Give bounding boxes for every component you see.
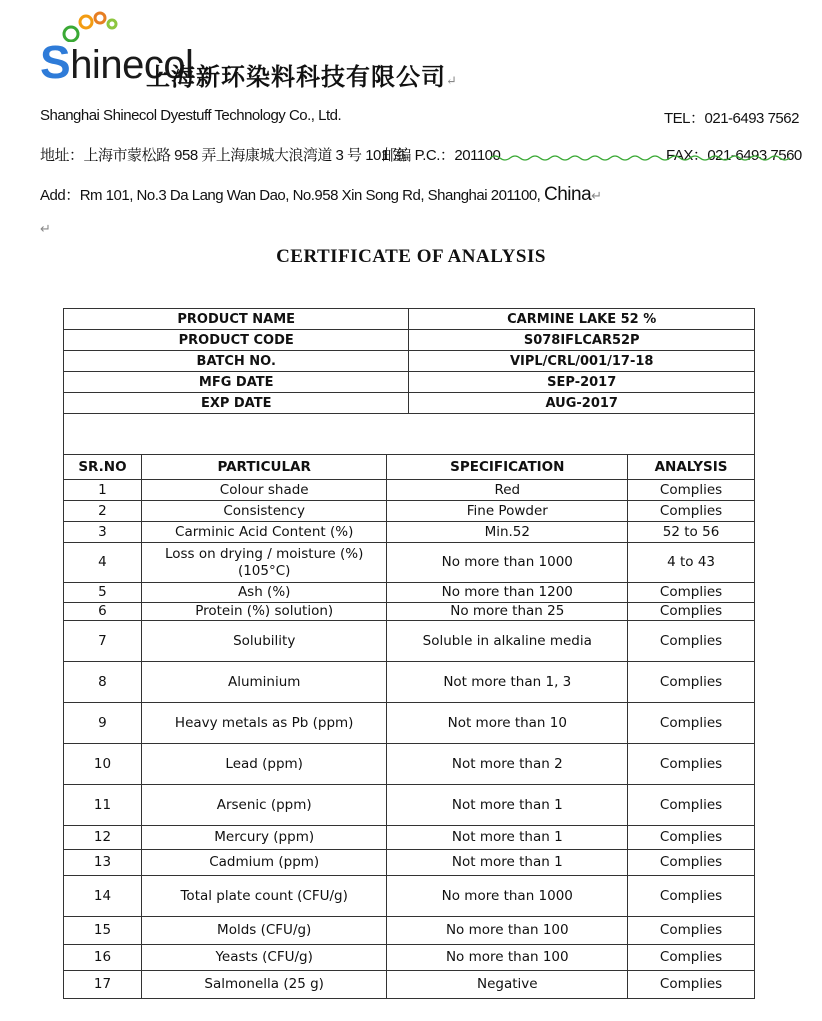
logo-dot-orange [95,13,105,23]
table-row [64,850,755,876]
cell-analysis: Complies [628,945,755,971]
certificate-title: CERTIFICATE OF ANALYSIS [276,246,546,267]
table-row [64,971,755,999]
product-info-row [64,393,755,414]
cell-sr-no: 13 [64,850,142,876]
cell-analysis: Complies [628,603,755,621]
cell-analysis: Complies [628,850,755,876]
table-row [64,744,755,785]
cell-particular: Yeasts (CFU/g) [141,945,387,971]
table-row [64,785,755,826]
product-info-label: PRODUCT CODE [64,330,409,351]
company-name-chinese: 上海新环染料科技有限公司↵ [146,62,458,91]
cell-sr-no: 14 [64,876,142,917]
header-analysis: ANALYSIS [628,455,755,480]
cell-analysis: Complies [628,876,755,917]
cell-particular: Carminic Acid Content (%) [141,522,387,543]
cell-analysis: Complies [628,480,755,501]
brand-logo-text: Shinecol [40,36,194,88]
table-row [64,480,755,501]
table-row [64,703,755,744]
cell-specification: Not more than 1, 3 [387,662,628,703]
table-row [64,501,755,522]
cell-sr-no: 12 [64,826,142,850]
product-info-value: SEP-2017 [409,372,755,393]
cell-sr-no: 16 [64,945,142,971]
cell-analysis: 4 to 43 [628,543,755,583]
table-row [64,662,755,703]
cell-sr-no: 8 [64,662,142,703]
product-info-label: MFG DATE [64,372,409,393]
table-row [64,621,755,662]
product-info-label: EXP DATE [64,393,409,414]
cell-specification: Not more than 1 [387,785,628,826]
cell-sr-no: 10 [64,744,142,785]
address-chinese: 地址：上海市蒙松路 958 弄上海康城大浪湾道 3 号 101 室 [40,147,407,164]
product-info-value: CARMINE LAKE 52 % [409,309,755,330]
cell-analysis: Complies [628,785,755,826]
cell-specification: Not more than 1 [387,850,628,876]
cell-specification: Not more than 1 [387,826,628,850]
product-info-label: PRODUCT NAME [64,309,409,330]
analysis-header-row [64,455,755,480]
cell-analysis: Complies [628,744,755,785]
product-info-value: VIPL/CRL/001/17-18 [409,351,755,372]
table-row [64,543,755,583]
cell-particular: Cadmium (ppm) [141,850,387,876]
header-specification: SPECIFICATION [387,455,628,480]
cell-particular: Protein (%) solution) [141,603,387,621]
cell-particular: Total plate count (CFU/g) [141,876,387,917]
cell-particular: Solubility [141,621,387,662]
product-info-row [64,351,755,372]
cell-analysis: Complies [628,971,755,999]
cell-sr-no: 2 [64,501,142,522]
cell-specification: Min.52 [387,522,628,543]
cell-analysis: 52 to 56 [628,522,755,543]
product-info-value: AUG-2017 [409,393,755,414]
company-logo-dots [62,8,122,42]
cell-particular: Lead (ppm) [141,744,387,785]
table-spacer [63,412,755,454]
cell-particular: Heavy metals as Pb (ppm) [141,703,387,744]
logo-dot-lime [108,20,116,28]
cell-sr-no: 5 [64,583,142,603]
cell-sr-no: 6 [64,603,142,621]
cell-particular: Arsenic (ppm) [141,785,387,826]
cell-specification: No more than 100 [387,917,628,945]
cell-particular: Salmonella (25 g) [141,971,387,999]
cell-sr-no: 7 [64,621,142,662]
cell-particular: Consistency [141,501,387,522]
cell-sr-no: 17 [64,971,142,999]
cell-analysis: Complies [628,583,755,603]
cell-specification: Not more than 2 [387,744,628,785]
table-row [64,876,755,917]
cell-particular: Loss on drying / moisture (%) (105°C) [141,543,387,583]
cell-particular: Molds (CFU/g) [141,917,387,945]
cell-analysis: Complies [628,662,755,703]
product-info-row [64,372,755,393]
cell-specification: No more than 100 [387,945,628,971]
cell-particular: Aluminium [141,662,387,703]
cell-specification: Negative [387,971,628,999]
cell-sr-no: 1 [64,480,142,501]
table-row [64,826,755,850]
table-row [64,945,755,971]
cell-specification: Soluble in alkaline media [387,621,628,662]
cell-analysis: Complies [628,917,755,945]
cell-sr-no: 15 [64,917,142,945]
logo-dot-yellow [80,16,92,28]
analysis-table [63,454,755,999]
cell-particular: Ash (%) [141,583,387,603]
cell-specification: No more than 1000 [387,876,628,917]
cell-sr-no: 3 [64,522,142,543]
cell-specification: No more than 1000 [387,543,628,583]
product-info-label: BATCH NO. [64,351,409,372]
cell-specification: Red [387,480,628,501]
cell-specification: Fine Powder [387,501,628,522]
header-particular: PARTICULAR [141,455,387,480]
cell-sr-no: 9 [64,703,142,744]
product-info-row [64,330,755,351]
cell-particular: Colour shade [141,480,387,501]
cell-specification: Not more than 10 [387,703,628,744]
cell-analysis: Complies [628,501,755,522]
cell-particular: Mercury (ppm) [141,826,387,850]
table-row [64,917,755,945]
cell-sr-no: 4 [64,543,142,583]
table-row [64,522,755,543]
address-english: Add：Rm 101, No.3 Da Lang Wan Dao, No.958 Xin Song Rd, Shanghai 201100, China↵ [40,184,602,205]
company-name-english: Shanghai Shinecol Dyestuff Technology Co., Ltd. [40,107,342,124]
telephone: TEL：021-6493 7562 [664,110,799,127]
header-sr-no: SR.NO [64,455,142,480]
cell-analysis: Complies [628,621,755,662]
product-info-row [64,309,755,330]
cell-specification: No more than 1200 [387,583,628,603]
product-info-value: S078IFLCAR52P [409,330,755,351]
cell-sr-no: 11 [64,785,142,826]
product-info-table [63,308,755,414]
grammar-squiggle [490,154,790,162]
cell-analysis: Complies [628,703,755,744]
paragraph-mark: ↵ [40,221,51,236]
table-row [64,603,755,621]
table-row [64,583,755,603]
postcode: 邮编 P.C.：201100 [382,147,501,164]
fax: FAX：021-6493 7560 [666,147,802,164]
cell-specification: No more than 25 [387,603,628,621]
cell-analysis: Complies [628,826,755,850]
